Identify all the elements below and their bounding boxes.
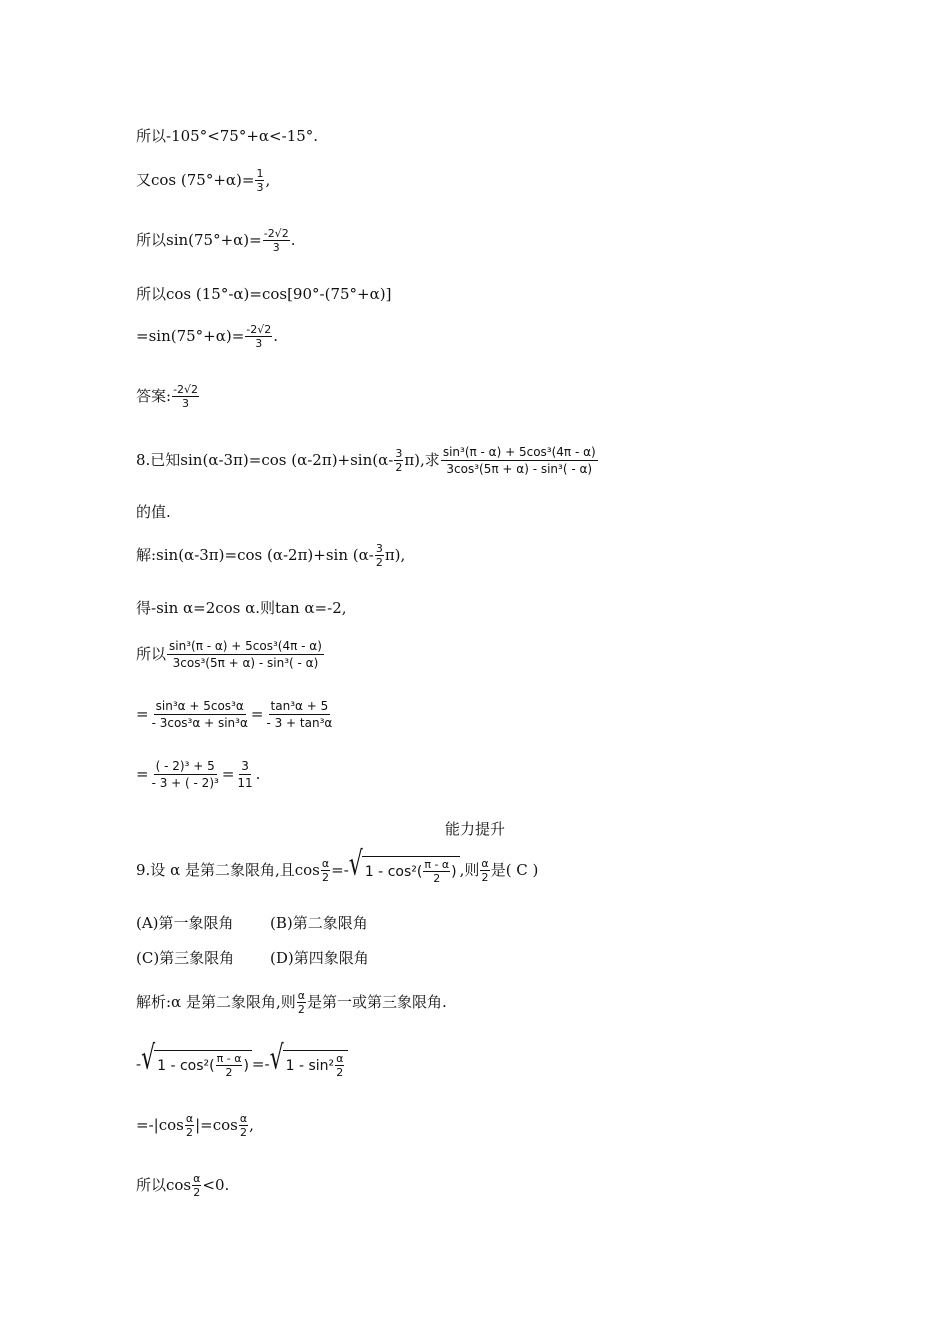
fraction: $\frac{3}{2}$: [395, 447, 403, 474]
text: 所以-105°<75°+α<-15°.: [136, 127, 319, 145]
solution-line: [136, 640, 325, 669]
question-8: [136, 446, 599, 475]
text: π),: [384, 546, 406, 564]
fraction: $\frac{3}{2}$: [375, 542, 383, 569]
text: 所以cos (15°-α)=cos[90°-(75°+α)]: [136, 285, 392, 303]
text: =: [250, 705, 264, 723]
text-line: [136, 168, 270, 193]
option-b: (B)第二象限角: [270, 914, 368, 932]
text: .: [273, 327, 279, 345]
fraction: $\frac{\pi - \alpha}{2}$: [424, 858, 450, 885]
text-line: [136, 505, 171, 520]
option-a: (A)第一象限角: [136, 914, 234, 932]
fraction: $\frac{-2√2}{3}$: [173, 383, 199, 410]
text: =-: [331, 860, 349, 879]
text: 8.已知sin(α-3π)=cos (α-2π)+sin(α-: [136, 451, 394, 469]
fraction: $\frac{-2√2}{3}$: [263, 227, 289, 254]
fraction: $\frac{3}{11}$: [237, 759, 253, 790]
answer-line: [136, 384, 200, 409]
text: 9.设 α 是第二象限角,且cos: [136, 860, 320, 879]
options-row: [136, 916, 368, 931]
text: π),求: [404, 451, 440, 469]
text: 是第一或第三象限角.: [307, 993, 447, 1011]
solution-line: [136, 990, 447, 1015]
text-line: [136, 228, 295, 253]
solution-line: [136, 601, 347, 616]
option-c: (C)第三象限角: [136, 949, 235, 967]
text: -: [136, 1054, 142, 1073]
fraction: $\frac{\pi - \alpha}{2}$: [216, 1052, 242, 1079]
fraction: $\frac{\text{sin³(π - α) + 5cos³(4π - α)}}{\text{3cos³(5π + α) - sin³( - α)}}$: [442, 445, 596, 476]
square-root: √ 1 - cos²( $\frac{\pi - \alpha}{2}$ ): [349, 856, 460, 884]
fraction: $\frac{\alpha}{2}$: [481, 856, 489, 884]
solution-line: [136, 1040, 348, 1079]
text: 解析:α 是第二象限角,则: [136, 993, 296, 1011]
fraction: $\frac{\text{tan³α + 5}}{\text{- 3 + tan³α}}$: [266, 699, 333, 730]
square-root: √ 1 - cos²( $\frac{\pi - \alpha}{2}$ ): [141, 1050, 252, 1078]
solution-line: [136, 1113, 254, 1138]
fraction: $\frac{\alpha}{2}$: [193, 1172, 201, 1199]
text: =sin(75°+α)=: [136, 327, 245, 345]
text-line: [136, 129, 318, 144]
text: ,: [265, 171, 271, 189]
fraction: $\frac{1}{3}$: [256, 167, 264, 194]
text: 答案:: [136, 387, 172, 405]
fraction: $\frac{\alpha}{2}$: [185, 1112, 194, 1139]
text: =-: [251, 1054, 270, 1073]
section-heading: 能力提升: [444, 820, 505, 838]
text-line: [136, 324, 278, 349]
text: 解:sin(α-3π)=cos (α-2π)+sin (α-: [136, 546, 374, 564]
text: 所以: [136, 645, 167, 663]
solution-line: [136, 1173, 229, 1198]
text: =: [136, 765, 149, 783]
solution-line: [136, 543, 405, 568]
text: ,: [249, 1116, 254, 1134]
text: ,则: [459, 860, 480, 879]
text: 是( C ): [490, 860, 539, 879]
option-d: (D)第四象限角: [270, 949, 369, 967]
fraction: $\frac{\alpha}{2}$: [321, 856, 330, 884]
text: 所以sin(75°+α)=: [136, 231, 262, 249]
text: |=cos: [195, 1116, 238, 1134]
text-line: [136, 287, 391, 302]
text: 所以cos: [136, 1176, 192, 1194]
fraction: $\frac{-2√2}{3}$: [246, 323, 272, 350]
text: =-|cos: [136, 1116, 184, 1134]
fraction: $\frac{\alpha}{2}$: [336, 1052, 344, 1079]
text: 得-sin α=2cos α.则tan α=-2,: [136, 599, 347, 617]
text: 又cos (75°+α)=: [136, 171, 255, 189]
fraction: $\frac{\text{sin³(π - α) + 5cos³(4π - α)}}{\text{3cos³(5π + α) - sin³( - α)}}$: [169, 639, 322, 670]
solution-line: [136, 700, 335, 729]
square-root: √ 1 - sin² $\frac{\alpha}{2}$: [270, 1050, 349, 1078]
fraction: $\frac{\alpha}{2}$: [239, 1112, 248, 1139]
fraction: $\frac{\text{sin³α + 5cos³α}}{\text{- 3cos³α + sin³α}}$: [151, 699, 248, 730]
text: <0.: [202, 1176, 230, 1194]
text: .: [290, 231, 296, 249]
fraction: $\frac{\text{( - 2)³ + 5}}{\text{- 3 + ( - 2)³}}$: [151, 759, 219, 790]
solution-line: [136, 760, 260, 789]
text: .: [255, 765, 261, 783]
fraction: $\frac{\alpha}{2}$: [297, 989, 305, 1016]
text: 的值.: [136, 503, 171, 521]
question-9: [136, 846, 539, 885]
text: =: [136, 705, 149, 723]
options-row: [136, 951, 369, 966]
text: =: [221, 765, 235, 783]
